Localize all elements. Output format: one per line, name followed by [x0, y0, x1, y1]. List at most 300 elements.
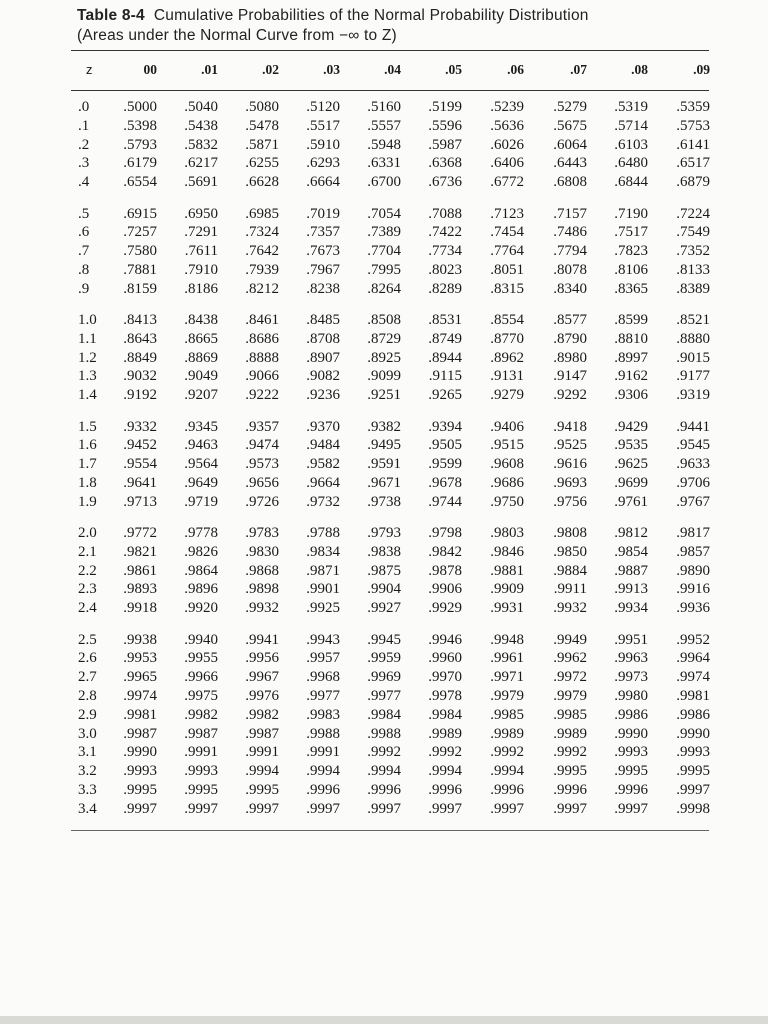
column-header: .02 [262, 62, 279, 77]
probability-cell: .9985 [490, 706, 524, 723]
probability-cell: .6554 [123, 174, 157, 191]
probability-cell: .9979 [490, 687, 524, 704]
z-value: 2.0 [78, 525, 97, 541]
probability-cell: .5478 [245, 117, 279, 134]
probability-cell: .9545 [676, 437, 710, 454]
probability-cell: .9989 [490, 725, 524, 742]
probability-cell: .8389 [676, 280, 710, 297]
probability-cell: .8880 [676, 330, 710, 347]
probability-cell: .9744 [428, 493, 462, 510]
z-value: 3.3 [78, 781, 97, 798]
probability-cell: .7881 [123, 261, 157, 278]
probability-cell: .9931 [490, 600, 524, 617]
z-value: .5 [78, 205, 90, 222]
probability-cell: .9846 [490, 543, 524, 560]
probability-cell: .9925 [306, 600, 340, 617]
z-value: 3.4 [78, 800, 97, 817]
probability-cell: .8264 [367, 280, 401, 297]
probability-cell: .6772 [490, 174, 524, 191]
column-header: .08 [631, 62, 648, 77]
probability-cell: .8238 [306, 280, 340, 297]
probability-cell: .9896 [184, 581, 218, 598]
probability-cell: .9997 [676, 781, 710, 798]
probability-cell: .9979 [553, 687, 587, 704]
column-header: .01 [201, 62, 218, 77]
probability-cell: .9996 [553, 781, 587, 798]
probability-cell: .9988 [306, 725, 340, 742]
probability-cell: .9993 [184, 763, 218, 780]
probability-cell: .9803 [490, 525, 524, 541]
probability-cell: .8289 [428, 280, 462, 297]
probability-cell: .9936 [676, 600, 710, 617]
column-header: 00 [143, 62, 157, 77]
z-value: 2.3 [78, 581, 97, 598]
probability-cell: .9964 [676, 650, 710, 667]
probability-cell: .8133 [676, 261, 710, 278]
probability-cell: .7422 [428, 224, 462, 241]
probability-cell: .9991 [184, 744, 218, 761]
z-value: 1.3 [78, 368, 97, 385]
probability-cell: .5636 [490, 117, 524, 134]
probability-cell: .8461 [245, 312, 279, 328]
probability-cell: .9959 [367, 650, 401, 667]
probability-cell: .9875 [367, 562, 401, 579]
probability-cell: .9976 [245, 687, 279, 704]
z-value: 1.8 [78, 474, 97, 491]
z-value: 1.6 [78, 437, 97, 454]
probability-cell: .9960 [428, 650, 462, 667]
probability-cell: .7734 [428, 243, 462, 260]
z-value: 2.6 [78, 650, 97, 667]
probability-cell: .9991 [306, 744, 340, 761]
probability-cell: .5517 [306, 117, 340, 134]
probability-cell: .9977 [367, 687, 401, 704]
probability-cell: .8770 [490, 330, 524, 347]
probability-cell: .9946 [428, 631, 462, 648]
z-value: .7 [78, 243, 90, 260]
probability-cell: .8907 [306, 349, 340, 366]
probability-cell: .8599 [614, 312, 648, 328]
z-value: 2.2 [78, 562, 97, 579]
probability-cell: .9798 [428, 525, 462, 541]
probability-cell: .6879 [676, 174, 710, 191]
probability-cell: .8438 [184, 312, 218, 328]
probability-cell: .9641 [123, 474, 157, 491]
probability-cell: .8413 [123, 312, 157, 328]
probability-cell: .5279 [553, 99, 587, 115]
probability-cell: .9633 [676, 456, 710, 473]
probability-cell: .9996 [306, 781, 340, 798]
probability-cell: .8212 [245, 280, 279, 297]
probability-cell: .7764 [490, 243, 524, 260]
probability-cell: .9608 [490, 456, 524, 473]
probability-cell: .6103 [614, 136, 648, 153]
probability-cell: .9554 [123, 456, 157, 473]
probability-cell: .9992 [553, 744, 587, 761]
probability-cell: .9996 [614, 781, 648, 798]
probability-cell: .9981 [123, 706, 157, 723]
probability-cell: .7549 [676, 224, 710, 241]
table-title: Cumulative Probabilities of the Normal Probability Distribution [153, 7, 589, 24]
probability-cell: .9664 [306, 474, 340, 491]
probability-cell: .9854 [614, 543, 648, 560]
probability-cell: .8925 [367, 349, 401, 366]
probability-cell: .9222 [245, 387, 279, 404]
table-number: Table 8-4 [77, 7, 145, 24]
probability-cell: .9817 [676, 525, 710, 541]
probability-cell: .9505 [428, 437, 462, 454]
probability-cell: .7673 [306, 243, 340, 260]
probability-cell: .9996 [367, 781, 401, 798]
probability-cell: .9066 [245, 368, 279, 385]
probability-cell: .9981 [676, 687, 710, 704]
probability-cell: .9952 [676, 631, 710, 648]
scan-edge [0, 1016, 768, 1024]
probability-cell: .9956 [245, 650, 279, 667]
probability-cell: .7823 [614, 243, 648, 260]
probability-cell: .5557 [367, 117, 401, 134]
probability-cell: .8749 [428, 330, 462, 347]
probability-cell: .8521 [676, 312, 710, 328]
probability-cell: .5120 [306, 99, 340, 115]
probability-cell: .9996 [490, 781, 524, 798]
probability-cell: .9131 [490, 368, 524, 385]
probability-cell: .9625 [614, 456, 648, 473]
probability-cell: .9997 [490, 800, 524, 817]
probability-cell: .8997 [614, 349, 648, 366]
probability-cell: .9830 [245, 543, 279, 560]
probability-cell: .9162 [614, 368, 648, 385]
z-value: 1.1 [78, 330, 97, 347]
probability-cell: .8962 [490, 349, 524, 366]
probability-cell: .6406 [490, 155, 524, 172]
probability-cell: .5691 [184, 174, 218, 191]
probability-cell: .5910 [306, 136, 340, 153]
probability-cell: .9357 [245, 418, 279, 435]
z-value: 2.7 [78, 669, 97, 686]
probability-cell: .9177 [676, 368, 710, 385]
probability-cell: .9995 [614, 763, 648, 780]
probability-cell: .9992 [428, 744, 462, 761]
probability-cell: .5080 [245, 99, 279, 115]
probability-cell: .9913 [614, 581, 648, 598]
probability-cell: .7291 [184, 224, 218, 241]
probability-cell: .9929 [428, 600, 462, 617]
probability-cell: .9938 [123, 631, 157, 648]
probability-cell: .8849 [123, 349, 157, 366]
probability-cell: .9834 [306, 543, 340, 560]
probability-cell: .9986 [676, 706, 710, 723]
probability-cell: .9997 [245, 800, 279, 817]
probability-cell: .9484 [306, 437, 340, 454]
probability-cell: .9972 [553, 669, 587, 686]
probability-cell: .9778 [184, 525, 218, 541]
probability-cell: .7454 [490, 224, 524, 241]
probability-cell: .9236 [306, 387, 340, 404]
probability-cell: .9966 [184, 669, 218, 686]
probability-cell: .9671 [367, 474, 401, 491]
probability-cell: .9994 [306, 763, 340, 780]
probability-cell: .7357 [306, 224, 340, 241]
probability-cell: .9997 [614, 800, 648, 817]
probability-cell: .9997 [184, 800, 218, 817]
probability-cell: .9994 [367, 763, 401, 780]
probability-cell: .9995 [245, 781, 279, 798]
probability-cell: .8078 [553, 261, 587, 278]
probability-cell: .9965 [123, 669, 157, 686]
probability-cell: .8051 [490, 261, 524, 278]
probability-cell: .9963 [614, 650, 648, 667]
probability-cell: .7939 [245, 261, 279, 278]
probability-cell: .9948 [490, 631, 524, 648]
z-value: 1.9 [78, 493, 97, 510]
probability-cell: .9474 [245, 437, 279, 454]
probability-cell: .6064 [553, 136, 587, 153]
probability-cell: .9987 [123, 725, 157, 742]
probability-cell: .9719 [184, 493, 218, 510]
z-value: 2.9 [78, 706, 97, 723]
probability-cell: .9115 [428, 368, 462, 385]
probability-cell: .9997 [553, 800, 587, 817]
probability-cell: .9962 [553, 650, 587, 667]
probability-cell: .9812 [614, 525, 648, 541]
probability-cell: .9973 [614, 669, 648, 686]
probability-cell: .9970 [428, 669, 462, 686]
probability-cell: .7054 [367, 205, 401, 222]
probability-cell: .9761 [614, 493, 648, 510]
table-caption [77, 6, 717, 46]
probability-cell: .9967 [245, 669, 279, 686]
probability-cell: .8186 [184, 280, 218, 297]
probability-cell: .9049 [184, 368, 218, 385]
probability-cell: .9955 [184, 650, 218, 667]
column-header: .09 [693, 62, 710, 77]
probability-cell: .9994 [428, 763, 462, 780]
probability-cell: .9656 [245, 474, 279, 491]
probability-cell: .9678 [428, 474, 462, 491]
probability-cell: .9616 [553, 456, 587, 473]
probability-cell: .7157 [553, 205, 587, 222]
probability-cell: .9987 [184, 725, 218, 742]
probability-cell: .9974 [676, 669, 710, 686]
probability-cell: .6141 [676, 136, 710, 153]
z-value: 1.0 [78, 312, 97, 328]
bottom-rule [71, 830, 709, 831]
column-header: .07 [570, 62, 587, 77]
probability-cell: .9738 [367, 493, 401, 510]
probability-cell: .9971 [490, 669, 524, 686]
probability-cell: .9573 [245, 456, 279, 473]
probability-cell: .9345 [184, 418, 218, 435]
probability-cell: .9332 [123, 418, 157, 435]
probability-cell: .9726 [245, 493, 279, 510]
z-value: 2.5 [78, 631, 97, 648]
probability-cell: .7486 [553, 224, 587, 241]
probability-cell: .8810 [614, 330, 648, 347]
probability-cell: .7389 [367, 224, 401, 241]
probability-cell: .9826 [184, 543, 218, 560]
probability-cell: .9890 [676, 562, 710, 579]
probability-cell: .9871 [306, 562, 340, 579]
probability-cell: .5239 [490, 99, 524, 115]
probability-cell: .9990 [676, 725, 710, 742]
z-value: .2 [78, 136, 90, 153]
probability-cell: .6026 [490, 136, 524, 153]
table-title-line [77, 6, 717, 26]
probability-cell: .9995 [184, 781, 218, 798]
probability-cell: .9953 [123, 650, 157, 667]
probability-cell: .5714 [614, 117, 648, 134]
z-value: 2.4 [78, 600, 97, 617]
probability-cell: .9406 [490, 418, 524, 435]
probability-cell: .9951 [614, 631, 648, 648]
probability-cell: .8686 [245, 330, 279, 347]
probability-cell: .6255 [245, 155, 279, 172]
probability-cell: .5000 [123, 99, 157, 115]
probability-cell: .8980 [553, 349, 587, 366]
probability-cell: .9452 [123, 437, 157, 454]
probability-cell: .9943 [306, 631, 340, 648]
z-value: 2.8 [78, 687, 97, 704]
probability-cell: .7967 [306, 261, 340, 278]
probability-cell: .9884 [553, 562, 587, 579]
probability-cell: .9441 [676, 418, 710, 435]
probability-cell: .9767 [676, 493, 710, 510]
probability-cell: .9997 [428, 800, 462, 817]
z-value: 1.2 [78, 349, 97, 366]
probability-cell: .9706 [676, 474, 710, 491]
probability-cell: .6915 [123, 205, 157, 222]
z-value: 1.4 [78, 387, 97, 404]
probability-cell: .9838 [367, 543, 401, 560]
probability-cell: .9525 [553, 437, 587, 454]
probability-cell: .9887 [614, 562, 648, 579]
probability-cell: .7580 [123, 243, 157, 260]
probability-cell: .5040 [184, 99, 218, 115]
probability-cell: .9992 [490, 744, 524, 761]
probability-cell: .9861 [123, 562, 157, 579]
probability-cell: .8340 [553, 280, 587, 297]
probability-cell: .6736 [428, 174, 462, 191]
z-value: 3.0 [78, 725, 97, 742]
probability-cell: .5832 [184, 136, 218, 153]
probability-cell: .9686 [490, 474, 524, 491]
probability-cell: .7995 [367, 261, 401, 278]
probability-cell: .9864 [184, 562, 218, 579]
z-value: 3.1 [78, 744, 97, 761]
probability-cell: .7324 [245, 224, 279, 241]
probability-cell: .7910 [184, 261, 218, 278]
probability-cell: .9990 [123, 744, 157, 761]
probability-cell: .9934 [614, 600, 648, 617]
probability-cell: .9808 [553, 525, 587, 541]
probability-cell: .9968 [306, 669, 340, 686]
header-rule [71, 90, 709, 91]
probability-cell: .9993 [614, 744, 648, 761]
probability-cell: .5438 [184, 117, 218, 134]
probability-cell: .9985 [553, 706, 587, 723]
probability-cell: .8531 [428, 312, 462, 328]
probability-cell: .5160 [367, 99, 401, 115]
probability-cell: .8729 [367, 330, 401, 347]
probability-cell: .7088 [428, 205, 462, 222]
probability-cell: .5948 [367, 136, 401, 153]
probability-cell: .9893 [123, 581, 157, 598]
probability-cell: .9535 [614, 437, 648, 454]
probability-cell: .9977 [306, 687, 340, 704]
probability-cell: .7190 [614, 205, 648, 222]
probability-cell: .5871 [245, 136, 279, 153]
probability-cell: .8869 [184, 349, 218, 366]
probability-cell: .9699 [614, 474, 648, 491]
probability-cell: .9969 [367, 669, 401, 686]
probability-cell: .9821 [123, 543, 157, 560]
probability-cell: .9319 [676, 387, 710, 404]
probability-cell: .9868 [245, 562, 279, 579]
probability-cell: .8508 [367, 312, 401, 328]
probability-cell: .9495 [367, 437, 401, 454]
probability-cell: .6443 [553, 155, 587, 172]
probability-cell: .6950 [184, 205, 218, 222]
probability-cell: .8708 [306, 330, 340, 347]
probability-cell: .9988 [367, 725, 401, 742]
probability-cell: .5596 [428, 117, 462, 134]
probability-cell: .9978 [428, 687, 462, 704]
probability-cell: .7352 [676, 243, 710, 260]
probability-cell: .7257 [123, 224, 157, 241]
probability-cell: .8790 [553, 330, 587, 347]
probability-cell: .9649 [184, 474, 218, 491]
probability-cell: .9306 [614, 387, 648, 404]
probability-cell: .9901 [306, 581, 340, 598]
probability-cell: .6217 [184, 155, 218, 172]
probability-cell: .6179 [123, 155, 157, 172]
probability-cell: .8023 [428, 261, 462, 278]
probability-cell: .9898 [245, 581, 279, 598]
z-value: .1 [78, 117, 90, 134]
probability-cell: .9975 [184, 687, 218, 704]
probability-cell: .9756 [553, 493, 587, 510]
probability-cell: .7019 [306, 205, 340, 222]
probability-cell: .9783 [245, 525, 279, 541]
probability-cell: .9961 [490, 650, 524, 667]
probability-cell: .7642 [245, 243, 279, 260]
probability-cell: .9599 [428, 456, 462, 473]
probability-cell: .9911 [553, 581, 587, 598]
probability-cell: .9992 [367, 744, 401, 761]
probability-cell: .9032 [123, 368, 157, 385]
probability-cell: .9207 [184, 387, 218, 404]
probability-cell: .9842 [428, 543, 462, 560]
probability-cell: .9881 [490, 562, 524, 579]
probability-cell: .5987 [428, 136, 462, 153]
probability-cell: .9713 [123, 493, 157, 510]
probability-cell: .9989 [553, 725, 587, 742]
probability-cell: .6480 [614, 155, 648, 172]
probability-cell: .9015 [676, 349, 710, 366]
column-header: .03 [323, 62, 340, 77]
probability-cell: .5359 [676, 99, 710, 115]
probability-cell: .9980 [614, 687, 648, 704]
probability-cell: .9994 [490, 763, 524, 780]
probability-cell: .9989 [428, 725, 462, 742]
probability-cell: .9941 [245, 631, 279, 648]
probability-cell: .9463 [184, 437, 218, 454]
top-rule [71, 50, 709, 51]
probability-cell: .9857 [676, 543, 710, 560]
probability-cell: .8159 [123, 280, 157, 297]
probability-cell: .6664 [306, 174, 340, 191]
